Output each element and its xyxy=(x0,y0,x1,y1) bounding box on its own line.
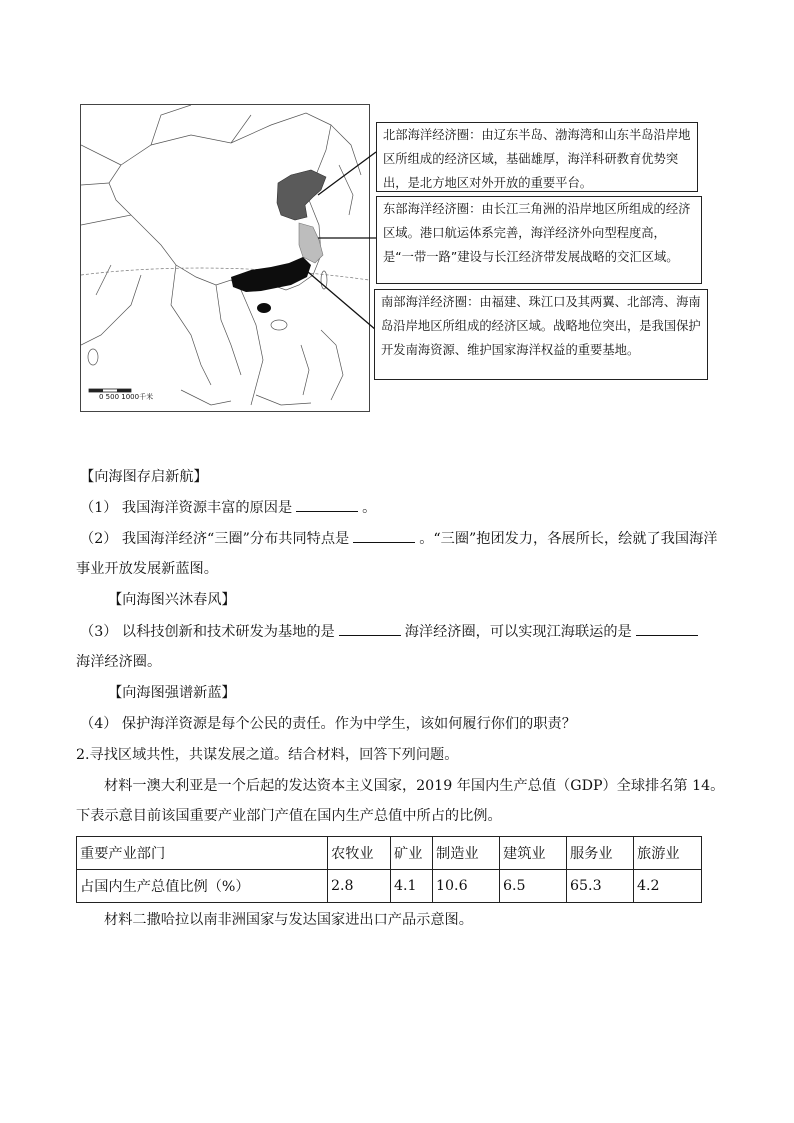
table-cell: 6.5 xyxy=(500,870,567,903)
question-1 xyxy=(80,497,376,518)
callout-east-economic-circle: 东部海洋经济圈：由长江三角洲的沿岸地区所组成的经济区域。港口航运体系完善，海洋经济外向型程度高，是“一带一路”建设与长江经济带发展战略的交汇区域。 xyxy=(376,196,702,284)
table-cell: 2.8 xyxy=(328,870,391,903)
question-2-line2: 事业开放发展新蓝图。 xyxy=(76,561,218,577)
material-2: 材料二撒哈拉以南非洲国家与发达国家进出口产品示意图。 xyxy=(104,912,473,928)
table-header-row xyxy=(77,837,702,870)
table-header-cell: 重要产业部门 xyxy=(77,837,328,870)
question-3-mid: 海洋经济圈，可以实现江海联运的是 xyxy=(404,624,632,640)
question-1-suffix: 。 xyxy=(362,500,377,516)
table-header-cell: 建筑业 xyxy=(500,837,567,870)
question-1-text: （1） 我国海洋资源丰富的原因是 xyxy=(80,500,293,516)
question-4: （4） 保护海洋资源是每个公民的责任。作为中学生，该如何履行你们的职责？ xyxy=(80,716,576,732)
table-header-cell: 服务业 xyxy=(567,837,634,870)
question-2-suffix: 。“三圈”抱团发力，各展所长，绘就了我国海洋 xyxy=(419,531,718,547)
section3-heading: 【向海图强谱新蓝】 xyxy=(108,685,236,701)
section2-heading: 【向海图兴沐春风】 xyxy=(108,592,236,608)
question-1-blank[interactable] xyxy=(296,497,358,512)
section1-heading: 【向海图存启新航】 xyxy=(80,469,208,485)
question-3 xyxy=(80,621,702,642)
material-1-line2: 下表示意目前该国重要产业部门产值在国内生产总值中所占的比例。 xyxy=(76,808,502,824)
question-2 xyxy=(80,528,718,549)
question-2-text: （2） 我国海洋经济“三圈”分布共同特点是 xyxy=(80,531,350,547)
map-scale-label: 0 500 1000千米 xyxy=(99,393,154,401)
table-header-cell: 农牧业 xyxy=(328,837,391,870)
table-cell: 占国内生产总值比例（%） xyxy=(77,870,328,903)
callout-north-economic-circle: 北部海洋经济圈：由辽东半岛、渤海湾和山东半岛沿岸地区所组成的经济区域，基础雄厚，海洋科研教育优势突出，是北方地区对外开放的重要平台。 xyxy=(376,122,698,192)
table-header-cell: 矿业 xyxy=(391,837,433,870)
material-1-line1: 材料一澳大利亚是一个后起的发达资本主义国家，2019 年国内生产总值（GDP）全球排名第 14。 xyxy=(104,778,725,794)
callout-south-economic-circle: 南部海洋经济圈：由福建、珠江口及其两翼、北部湾、海南岛沿岸地区所组成的经济区域。战略地位突出，是我国保护开发南海资源、维护国家海洋权益的重要基地。 xyxy=(374,289,708,380)
table-header-cell: 旅游业 xyxy=(634,837,702,870)
table-cell: 4.1 xyxy=(391,870,433,903)
question-3-text: （3） 以科技创新和技术研发为基地的是 xyxy=(80,624,335,640)
table-header-cell: 制造业 xyxy=(433,837,500,870)
question-2-title: 2.寻找区域共性，共谋发展之道。结合材料，回答下列问题。 xyxy=(76,747,459,763)
question-3-line2: 海洋经济圈。 xyxy=(76,654,162,670)
industry-gdp-table xyxy=(76,836,702,903)
table-row xyxy=(77,870,702,903)
question-3-blank-1[interactable] xyxy=(339,621,401,636)
question-2-blank[interactable] xyxy=(353,528,415,543)
question-3-blank-2[interactable] xyxy=(636,621,698,636)
table-cell: 65.3 xyxy=(567,870,634,903)
table-cell: 10.6 xyxy=(433,870,500,903)
table-cell: 4.2 xyxy=(634,870,702,903)
